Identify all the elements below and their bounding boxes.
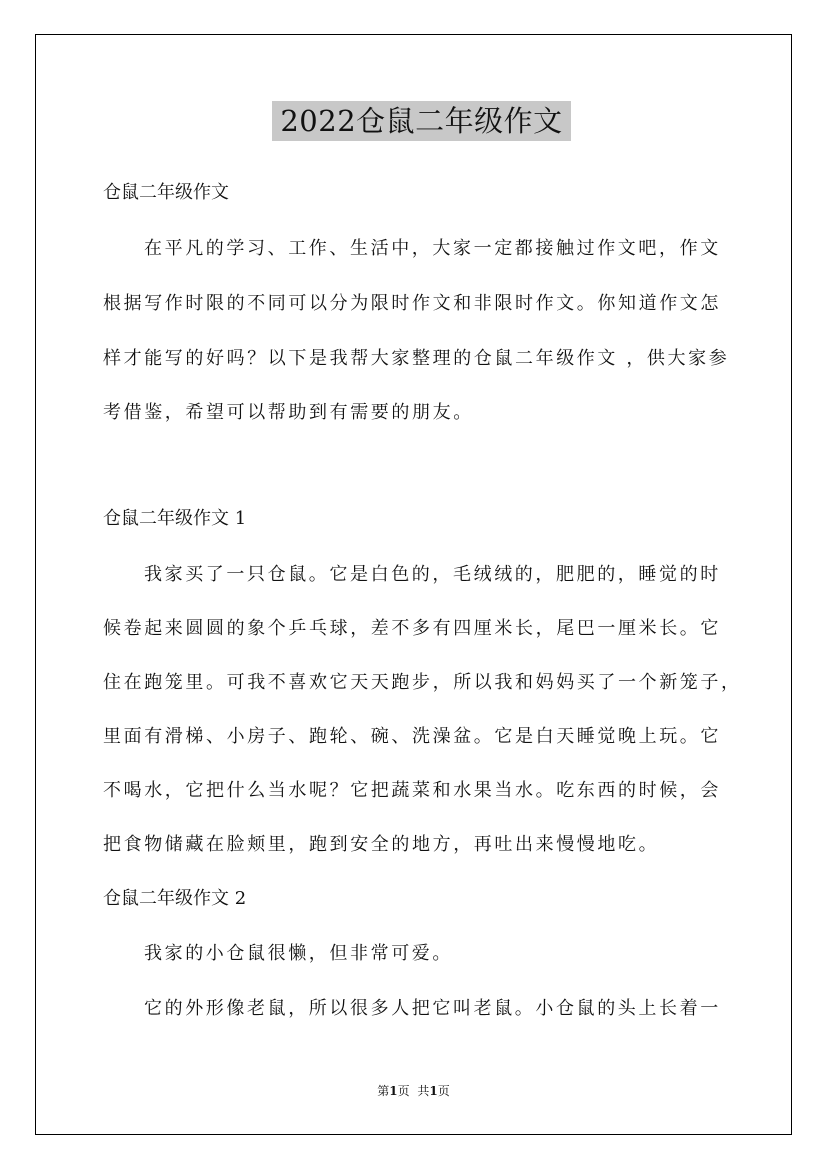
footer-total-suffix: 页 bbox=[437, 1084, 450, 1098]
intro-line-3: 样才能写的好吗？以下是我帮大家整理的仓鼠二年级作文 ，供大家参 bbox=[103, 348, 730, 369]
footer-total-number: 1 bbox=[429, 1084, 438, 1098]
section1-line-5: 不喝水，它把什么当水呢？它把蔬菜和水果当水。吃东西的时候，会 bbox=[103, 780, 721, 801]
page-footer bbox=[0, 1083, 827, 1099]
section-heading-2: 仓鼠二年级作文 2 bbox=[103, 888, 247, 909]
intro-line-2: 根据写作时限的不同可以分为限时作文和非限时作文。你知道作文怎 bbox=[103, 293, 721, 314]
footer-page-prefix: 第 bbox=[377, 1084, 390, 1098]
section1-line-4: 里面有滑梯、小房子、跑轮、碗、洗澡盆。它是白天睡觉晚上玩。它 bbox=[103, 726, 721, 747]
section1-line-3: 住在跑笼里。可我不喜欢它天天跑步，所以我和妈妈买了一个新笼子， bbox=[103, 672, 742, 693]
section2-line-2: 它的外形像老鼠，所以很多人把它叫老鼠。小仓鼠的头上长着一 bbox=[144, 998, 721, 1019]
footer-page-number: 1 bbox=[389, 1084, 398, 1098]
document-subtitle: 仓鼠二年级作文 bbox=[103, 182, 229, 203]
footer-total-prefix: 共 bbox=[417, 1084, 430, 1098]
footer-page-suffix: 页 bbox=[397, 1084, 410, 1098]
section2-line-1: 我家的小仓鼠很懒，但非常可爱。 bbox=[144, 943, 453, 964]
section1-line-6: 把食物储藏在脸颊里，跑到安全的地方，再吐出来慢慢地吃。 bbox=[103, 834, 660, 855]
section1-line-2: 候卷起来圆圆的象个乒乓球，差不多有四厘米长，尾巴一厘米长。它 bbox=[103, 618, 721, 639]
intro-line-4: 考借鉴，希望可以帮助到有需要的朋友。 bbox=[103, 402, 474, 423]
section1-line-1: 我家买了一只仓鼠。它是白色的，毛绒绒的，肥肥的，睡觉的时 bbox=[144, 564, 721, 585]
intro-line-1: 在平凡的学习、工作、生活中，大家一定都接触过作文吧，作文 bbox=[144, 238, 721, 259]
document-title: 2022仓鼠二年级作文 bbox=[272, 101, 571, 141]
section-heading-1: 仓鼠二年级作文 1 bbox=[103, 508, 247, 529]
